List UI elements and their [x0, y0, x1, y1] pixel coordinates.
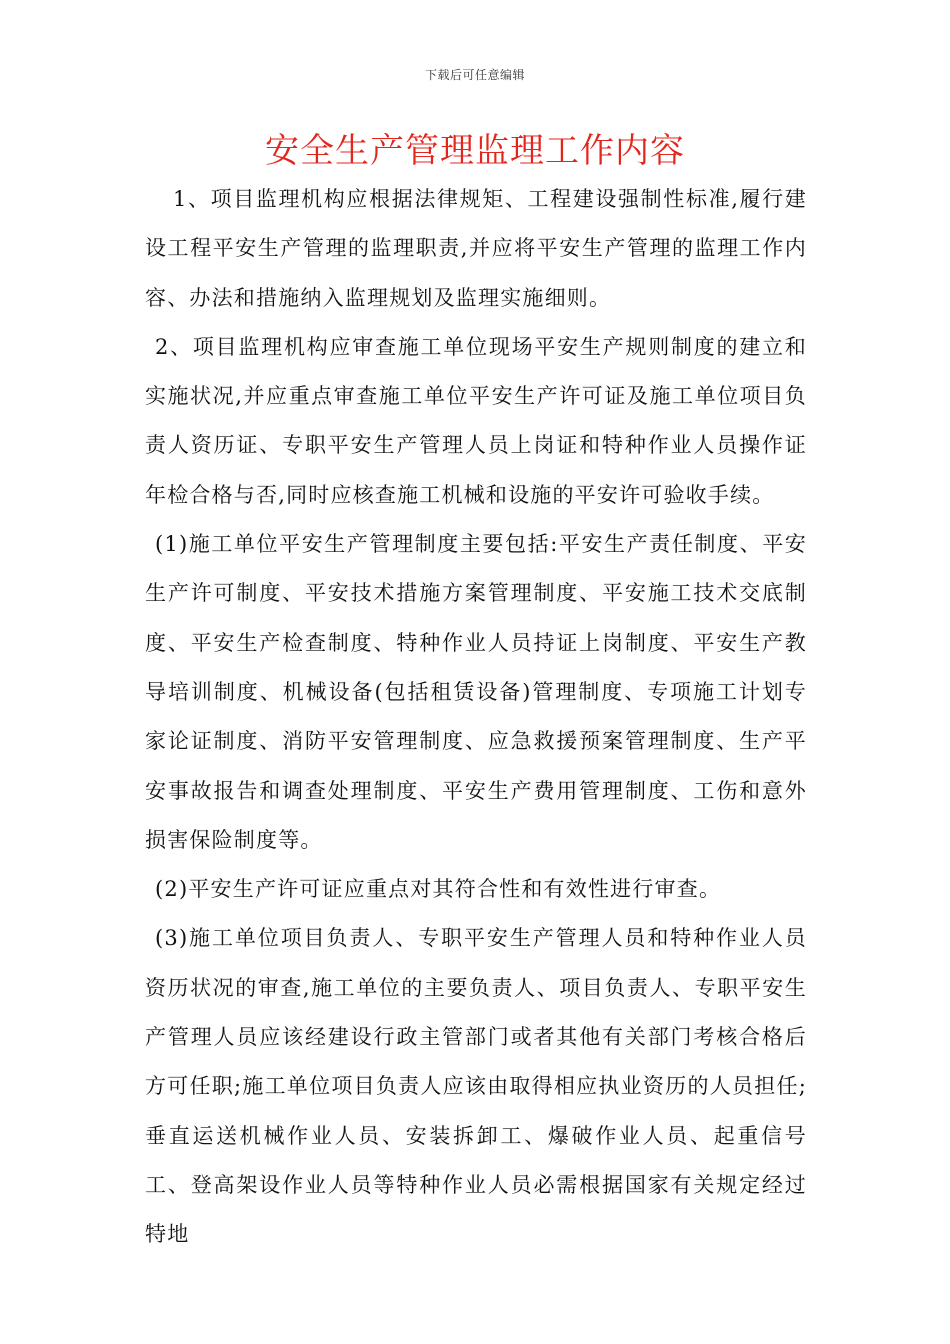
document-body	[145, 175, 807, 1260]
paragraph-2: 2、项目监理机构应审查施工单位现场平安生产规则制度的建立和实施状况,并应重点审查施工单位平安生产许可证及施工单位项目负责人资历证、专职平安生产管理人员上岗证和特种作业人员操作证年检合格与否,同时应核查施工机械和设施的平安许可验收手续。	[145, 334, 807, 507]
paragraph-1: 1、项目监理机构应根据法律规矩、工程建设强制性标准,履行建设工程平安生产管理的监理职责,并应将平安生产管理的监理工作内容、办法和措施纳入监理规划及监理实施细则。	[145, 187, 807, 310]
document-title: 安全生产管理监理工作内容	[265, 131, 685, 171]
paragraph-4: (2)平安生产许可证应重点对其符合性和有效性进行审查。	[155, 877, 722, 902]
header-note: 下载后可任意编辑	[424, 68, 525, 82]
paragraph-5: (3)施工单位项目负责人、专职平安生产管理人员和特种作业人员资历状况的审查,施工单位的主要负责人、项目负责人、专职平安生产管理人员应该经建设行政主管部门或者其他有关部门考核合格后方可任职;施工单位项目负责人应该由取得相应执业资历的人员担任;垂直运送机械作业人员、安装拆卸工、爆破作业人员、起重信号工、登高架设作业人员等特种作业人员必需根据国家有关规定经过特地	[145, 926, 807, 1247]
paragraph-3: (1)施工单位平安生产管理制度主要包括:平安生产责任制度、平安生产许可制度、平安技术措施方案管理制度、平安施工技术交底制度、平安生产检查制度、特种作业人员持证上岗制度、平安生产教导培训制度、机械设备(包括租赁设备)管理制度、专项施工计划专家论证制度、消防平安管理制度、应急救援预案管理制度、生产平安事故报告和调查处理制度、平安生产费用管理制度、工伤和意外损害保险制度等。	[145, 532, 807, 852]
